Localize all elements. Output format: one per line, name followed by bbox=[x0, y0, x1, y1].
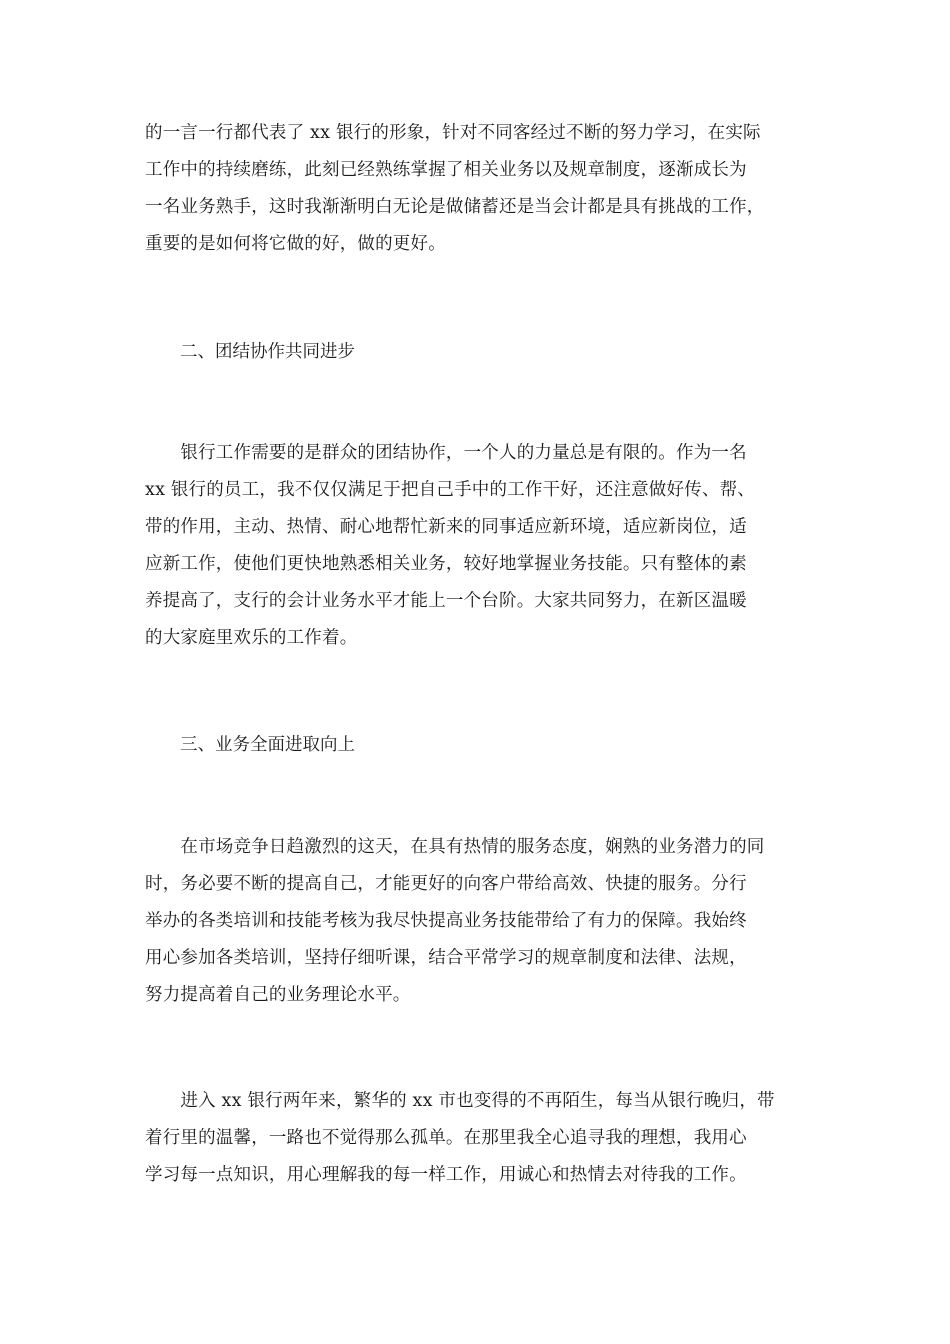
paragraph-4 bbox=[145, 1083, 815, 1194]
section-heading-3: 三、业务全面进取向上 bbox=[145, 735, 355, 755]
paragraph-2 bbox=[145, 435, 815, 657]
paragraph-1 bbox=[145, 115, 815, 263]
paragraph-line: 养提高了，支行的会计业务水平才能上一个台阶。大家共同努力，在新区温暖 bbox=[145, 591, 747, 611]
section-heading-2: 二、团结协作共同进步 bbox=[145, 342, 355, 362]
paragraph-3 bbox=[145, 829, 815, 1014]
paragraph-line: 的一言一行都代表了 xx 银行的形象，针对不同客经过不断的努力学习，在实际 bbox=[145, 123, 761, 143]
paragraph-line: 努力提高着自己的业务理论水平。 bbox=[145, 985, 411, 1005]
paragraph-line: 着行里的温馨，一路也不觉得那么孤单。在那里我全心追寻我的理想，我用心 bbox=[145, 1128, 747, 1148]
paragraph-line: 进入 xx 银行两年来，繁华的 xx 市也变得的不再陌生，每当从银行晚归，带 bbox=[145, 1091, 775, 1111]
paragraph-line: 学习每一点知识，用心理解我的每一样工作，用诚心和热情去对待我的工作。 bbox=[145, 1165, 747, 1185]
paragraph-line: 工作中的持续磨练，此刻已经熟练掌握了相关业务以及规章制度，逐渐成长为 bbox=[145, 160, 747, 180]
paragraph-line: 银行工作需要的是群众的团结协作，一个人的力量总是有限的。作为一名 bbox=[145, 443, 747, 463]
paragraph-line: xx 银行的员工，我不仅仅满足于把自己手中的工作干好，还注意做好传、帮、 bbox=[145, 480, 755, 500]
paragraph-line: 时，务必要不断的提高自己，才能更好的向客户带给高效、快捷的服务。分行 bbox=[145, 874, 747, 894]
paragraph-line: 举办的各类培训和技能考核为我尽快提高业务技能带给了有力的保障。我始终 bbox=[145, 911, 747, 931]
paragraph-line: 重要的是如何将它做的好，做的更好。 bbox=[145, 234, 446, 254]
paragraph-line: 带的作用，主动、热情、耐心地帮忙新来的同事适应新环境，适应新岗位，适 bbox=[145, 517, 747, 537]
paragraph-line: 的大家庭里欢乐的工作着。 bbox=[145, 628, 358, 648]
paragraph-line: 在市场竞争日趋激烈的这天，在具有热情的服务态度，娴熟的业务潜力的同 bbox=[145, 837, 765, 857]
paragraph-line: 一名业务熟手，这时我渐渐明白无论是做储蓄还是当会计都是具有挑战的工作， bbox=[145, 197, 765, 217]
paragraph-line: 用心参加各类培训，坚持仔细听课，结合平常学习的规章制度和法律、法规， bbox=[145, 948, 747, 968]
paragraph-line: 应新工作，使他们更快地熟悉相关业务，较好地掌握业务技能。只有整体的素 bbox=[145, 554, 747, 574]
